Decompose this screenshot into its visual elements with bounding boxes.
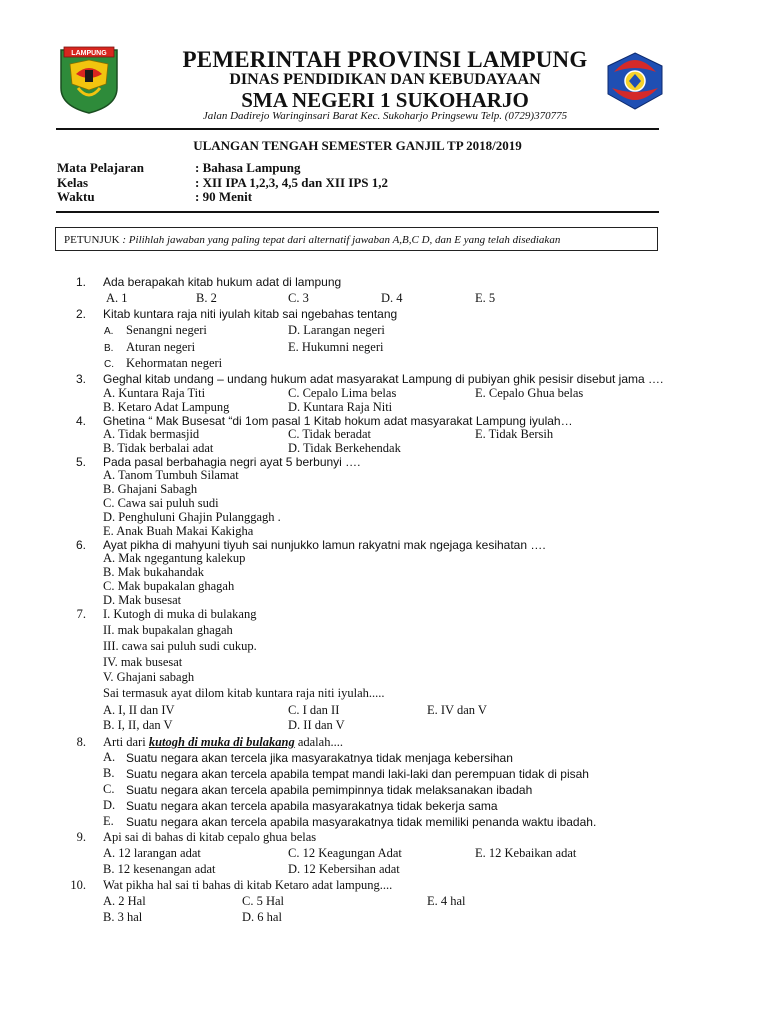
option-b: B. Ketaro Adat Lampung — [103, 400, 230, 414]
option-d: D. 12 Kebersihan adat — [288, 862, 400, 876]
option-c: C. 3 — [288, 291, 309, 305]
question-number: 2. — [75, 307, 86, 321]
question-line: I. Kutogh di muka di bulakang — [103, 607, 257, 621]
svg-text:LAMPUNG: LAMPUNG — [71, 50, 107, 57]
option-a: A. 2 Hal — [103, 894, 146, 908]
meta-key: Waktu — [57, 189, 95, 204]
exam-title: ULANGAN TENGAH SEMESTER GANJIL TP 2018/2019 — [193, 138, 522, 153]
instructions-label: PETUNJUK — [64, 234, 120, 246]
question-line: II. mak bupakalan ghagah — [103, 623, 233, 637]
option-c: Suatu negara akan tercela apabila pemimpinnya tidak melaksanakan ibadah — [126, 783, 533, 797]
question-text: Ghetina “ Mak Busesat “di 1om pasal 1 Kitab hokum adat masyarakat Lampung iyulah… — [103, 414, 573, 428]
option-b: Aturan negeri — [126, 340, 196, 354]
option-c: C. I dan II — [288, 703, 340, 717]
option-e: E. 4 hal — [427, 894, 466, 908]
option-b: B. 3 hal — [103, 910, 143, 924]
question-emphasis: kutogh di muka di bulakang — [148, 735, 295, 749]
meta-value: : XII IPA 1,2,3, 4,5 dan XII IPS 1,2 — [195, 175, 388, 190]
option-b: B. Tidak berbalai adat — [103, 441, 214, 455]
question-number: 1. — [75, 275, 86, 289]
question-text — [103, 735, 343, 750]
question-line: V. Ghajani sabagh — [103, 670, 195, 684]
option-letter-c: C. — [103, 782, 115, 796]
option-d: D. Kuntara Raja Niti — [288, 400, 393, 414]
question-line: IV. mak busesat — [103, 655, 183, 669]
question-text-pre: Arti dari — [103, 735, 149, 749]
meta-divider — [56, 211, 659, 213]
option-c: C. 5 Hal — [242, 894, 285, 908]
meta-value: : Bahasa Lampung — [195, 160, 301, 175]
government-title: PEMERINTAH PROVINSI LAMPUNG — [182, 47, 588, 72]
department-title: DINAS PENDIDIKAN DAN KEBUDAYAAN — [229, 71, 541, 88]
question-number: 9. — [76, 830, 86, 844]
option-letter-b: B. — [103, 766, 115, 780]
option-e: E. Hukumni negeri — [288, 340, 384, 354]
option-letter-e: E. — [103, 814, 114, 828]
question-number: 4. — [75, 414, 86, 428]
option-b: Suatu negara akan tercela apabila tempat mandi laki-laki dan perempuan tidak di pisah — [126, 767, 589, 781]
option-e: E. Anak Buah Makai Kakigha — [103, 524, 254, 538]
option-a: A. I, II dan IV — [103, 703, 175, 717]
question-number: 7. — [76, 607, 86, 621]
question-text: Wat pikha hal sai ti bahas di kitab Ketaro adat lampung.... — [103, 878, 393, 892]
option-d: D. Mak busesat — [103, 593, 182, 607]
option-e: E. 5 — [475, 291, 496, 305]
option-c: Kehormatan negeri — [126, 356, 223, 370]
header-divider — [56, 128, 659, 130]
option-c: C. 12 Keagungan Adat — [288, 846, 402, 860]
option-c: C. Cawa sai puluh sudi — [103, 496, 219, 510]
option-a: A. Mak ngegantung kalekup — [103, 551, 246, 565]
option-a: A. 1 — [106, 291, 128, 305]
question-number: 3. — [75, 372, 86, 386]
option-letter-c: C. — [104, 359, 114, 370]
question-number: 6. — [75, 538, 86, 552]
question-text: Geghal kitab undang – undang hukum adat masyarakat Lampung di pubiyan ghik pesisir disebut jama …. — [103, 372, 664, 386]
question-text: Ada berapakah kitab hukum adat di lampung — [103, 275, 342, 289]
option-c: C. Tidak beradat — [288, 427, 371, 441]
option-e: Suatu negara akan tercela apabila masyarakatnya tidak memiliki penanda waktu ibadah. — [126, 815, 597, 829]
option-a: A. Kuntara Raja Titi — [103, 386, 206, 400]
option-d: D. Penghuluni Ghajin Pulanggagh . — [103, 510, 281, 524]
option-letter-d: D. — [103, 798, 116, 812]
instructions-box — [55, 227, 658, 251]
option-d: D. Tidak Berkehendak — [288, 441, 401, 455]
option-b: B. Mak bukahandak — [103, 565, 205, 579]
option-e: E. 12 Kebaikan adat — [475, 846, 577, 860]
option-a: A. Tanom Tumbuh Silamat — [103, 468, 239, 482]
option-e: E. IV dan V — [427, 703, 487, 717]
question-number: 5. — [75, 455, 86, 469]
option-c: C. Cepalo Lima belas — [288, 386, 397, 400]
school-name: SMA NEGERI 1 SUKOHARJO — [241, 88, 529, 112]
option-d: D. 6 hal — [242, 910, 282, 924]
question-text: Kitab kuntara raja niti iyulah kitab sai ngebahas tentang — [103, 307, 398, 321]
question-text: Ayat pikha di mahyuni tiyuh sai nunjukko lamun rakyatni mak ngejaga kesihatan …. — [103, 538, 546, 552]
question-line: III. cawa sai puluh sudi cukup. — [103, 639, 257, 653]
question-number: 10. — [70, 878, 86, 892]
meta-key: Kelas — [57, 175, 89, 190]
question-text-post: adalah.... — [294, 735, 343, 749]
option-a: A. Tidak bermasjid — [103, 427, 200, 441]
option-letter-b: B. — [104, 343, 114, 354]
meta-key: Mata Pelajaran — [57, 160, 145, 175]
lampung-emblem-icon — [58, 44, 120, 114]
option-a: A. 12 larangan adat — [103, 846, 201, 860]
instructions-text: : Pilihlah jawaban yang paling tepat dari alternatif jawaban A,B,C D, dan E yang telah disediakan — [119, 234, 561, 246]
option-letter-a: A. — [103, 750, 116, 764]
option-e: E. Tidak Bersih — [475, 427, 554, 441]
question-number: 8. — [76, 735, 86, 749]
option-d: D. Larangan negeri — [288, 323, 385, 337]
option-d: D. 4 — [381, 291, 403, 305]
option-b: B. Ghajani Sabagh — [103, 482, 198, 496]
option-letter-a: A. — [104, 326, 114, 337]
option-b: B. 2 — [196, 291, 217, 305]
option-d: Suatu negara akan tercela apabila masyarakatnya tidak bekerja sama — [126, 799, 498, 813]
option-b: B. I, II, dan V — [103, 718, 173, 732]
school-address: Jalan Dadirejo Waringinsari Barat Kec. Sukoharjo Pringsewu Telp. (0729)370775 — [202, 110, 568, 122]
meta-value: : 90 Menit — [195, 189, 253, 204]
option-c: C. Mak bupakalan ghagah — [103, 579, 235, 593]
option-a: Suatu negara akan tercela jika masyarakatnya tidak menjaga kebersihan — [126, 751, 513, 765]
option-d: D. II dan V — [288, 718, 345, 732]
option-b: B. 12 kesenangan adat — [103, 862, 216, 876]
option-e: E. Cepalo Ghua belas — [475, 386, 584, 400]
question-line: Sai termasuk ayat dilom kitab kuntara raja niti iyulah..... — [103, 686, 385, 700]
question-text: Pada pasal berbahagia negri ayat 5 berbunyi …. — [103, 455, 361, 469]
question-text: Api sai di bahas di kitab cepalo ghua belas — [103, 830, 317, 844]
option-a: Senangni negeri — [126, 323, 207, 337]
